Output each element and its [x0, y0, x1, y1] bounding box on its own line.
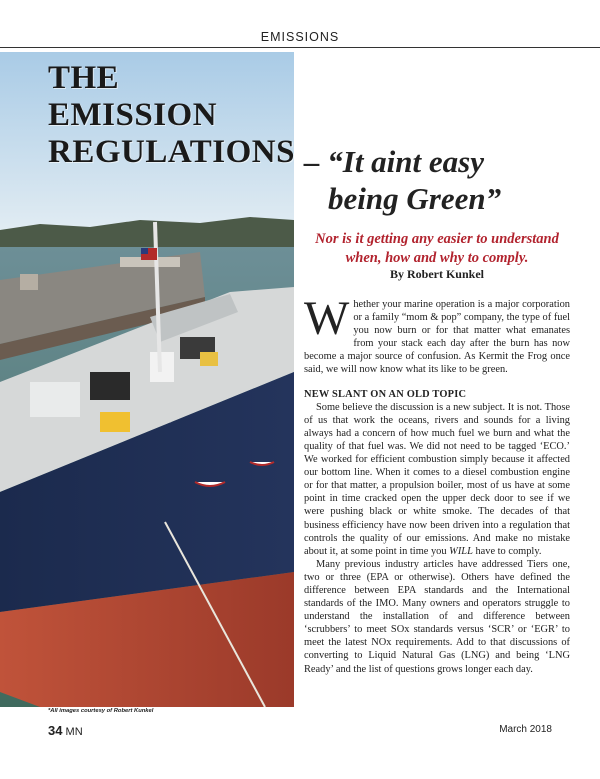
subtitle-line-1: – “It aint easy: [304, 144, 484, 179]
paragraph-text: Some believe the discussion is a new subject. It is not. Those of us that work the oceans, rivers and sounds for a living always had a concern of how much fuel we burn and what the quality of that fuel was. We did not need to be tagged ‘ECO.’ We worked for efficient combustion simply because it affected our bottom line. When it comes to a diesel combustion engine or for that matter, a propulsion boiler, most of us have at some point in time cracked open the upper deck door to see if we were pushing black or white smoke. The decades of that business efficiency have now been driven into a regulation that controls the quality of our emissions. And make no mistake about it, at some point in time you: [304, 401, 570, 557]
article-body: [304, 292, 570, 676]
body-paragraph: Many previous industry articles have addressed Tiers one, two or three (EPA or otherwise). Others have defined the difference between EPA standards and the International standards of the IMO. Many owners and operators struggle to understand the installation of and difference between ‘scrubbers’ to meet SOx standards versus ‘SCR’ or ‘EGR’ to meet the latest NOx requirements. Add to that discussions of converting to Liquid Natural Gas (LNG) and being ‘LNG Ready’ and the list of questions grows longer each day.: [304, 558, 570, 675]
page-number: 34: [48, 723, 63, 738]
article-subtitle: [304, 143, 574, 217]
subtitle-line-2: being Green”: [328, 181, 502, 216]
title-line: THE: [48, 60, 120, 96]
emphasis-text: WILL: [449, 545, 473, 557]
title-line: EMISSION: [48, 97, 218, 133]
page-folio: [48, 723, 83, 738]
section-tag: EMISSIONS: [260, 30, 340, 44]
lead-text: hether your marine operation is a major corporation or a family “mom & pop” company, the type of fuel you now burn or for that matter what emanates from your stack each day after the burn has now become a major source of confusion. As Kermit the Frog once said, we will now know what its like to be green.: [304, 299, 570, 376]
lead-paragraph: [304, 292, 570, 377]
article-deck: Nor is it getting any easier to understand when, how and why to comply.: [315, 231, 559, 266]
article-title: [48, 60, 295, 171]
body-paragraph: [304, 401, 570, 558]
issue-date: March 2018: [499, 724, 552, 735]
section-subhead: NEW SLANT ON AN OLD TOPIC: [304, 388, 467, 400]
byline: By Robert Kunkel: [389, 267, 484, 281]
publication-name: MN: [65, 726, 83, 738]
header-rule: [0, 47, 600, 48]
photo-caption: *All images courtesy of Robert Kunkel: [48, 708, 154, 714]
title-line: REGULATIONS: [48, 134, 295, 170]
drop-cap: W: [304, 292, 350, 345]
paragraph-text: have to comply.: [472, 545, 542, 557]
